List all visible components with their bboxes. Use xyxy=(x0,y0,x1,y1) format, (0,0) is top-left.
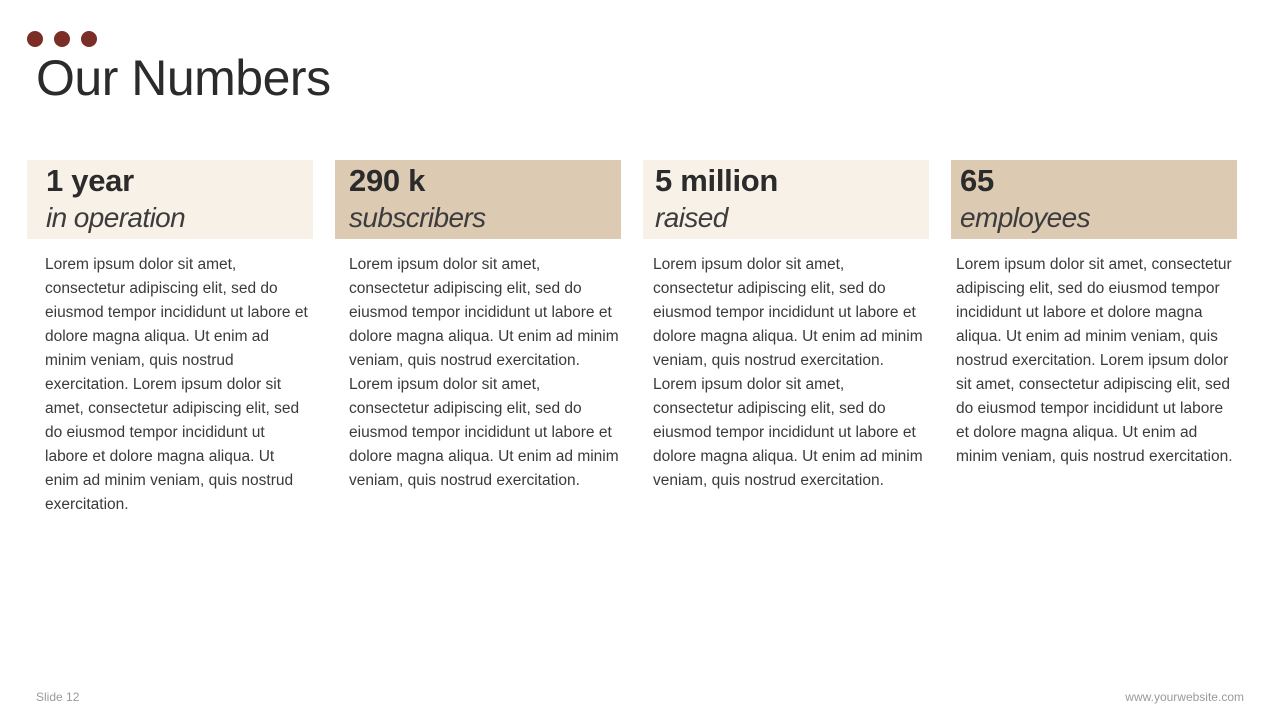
stat-label: in operation xyxy=(46,202,186,233)
website-link[interactable]: www.yourwebsite.com xyxy=(1125,690,1244,704)
stat-card-operation xyxy=(27,160,313,517)
stat-label: raised xyxy=(655,202,728,233)
stat-description: Lorem ipsum dolor sit amet, consectetur adipiscing elit, sed do eiusmod tempor incididunt ut labore et dolore magna aliqua. Ut enim ad minim veniam, quis nostrud exercitation. Lorem ipsum dolor sit amet, consectetur adipiscing elit, sed do eiusmod tempor incididunt ut labore et dolore magna aliqua. Ut enim ad minim veniam, quis nostrud exercitation. xyxy=(349,256,619,489)
stat-label: subscribers xyxy=(349,202,486,233)
stat-description: Lorem ipsum dolor sit amet, consectetur adipiscing elit, sed do eiusmod tempor incididunt ut labore et dolore magna aliqua. Ut enim ad minim veniam, quis nostrud exercitation. Lorem ipsum dolor sit amet, consectetur adipiscing elit, sed do eiusmod tempor incididunt ut labore et dolore magna aliqua. Ut enim ad minim veniam, quis nostrud exercitation. xyxy=(956,256,1233,465)
stat-description: Lorem ipsum dolor sit amet, consectetur adipiscing elit, sed do eiusmod tempor incididunt ut labore et dolore magna aliqua. Ut enim ad minim veniam, quis nostrud exercitation. Lorem ipsum dolor sit amet, consectetur adipiscing elit, sed do eiusmod tempor incididunt ut labore et dolore magna aliqua. Ut enim ad minim veniam, quis nostrud exercitation. xyxy=(653,256,923,489)
slide-number: Slide 12 xyxy=(36,690,80,704)
stat-card-raised xyxy=(643,160,929,493)
stat-card-employees xyxy=(951,160,1237,469)
stat-value: 5 million xyxy=(655,163,779,198)
stat-value: 290 k xyxy=(349,163,426,198)
stat-description: Lorem ipsum dolor sit amet, consectetur adipiscing elit, sed do eiusmod tempor incididunt ut labore et dolore magna aliqua. Ut enim ad minim veniam, quis nostrud exercitation. Lorem ipsum dolor sit amet, consectetur adipiscing elit, sed do eiusmod tempor incididunt ut labore et dolore magna aliqua. Ut enim ad minim veniam, quis nostrud exercitation. xyxy=(45,256,308,513)
dot-icon xyxy=(81,31,97,47)
dot-icon xyxy=(27,31,43,47)
stat-value: 1 year xyxy=(46,163,134,198)
stat-card-header xyxy=(335,160,621,239)
page-title: Our Numbers xyxy=(36,50,331,106)
stat-card-subscribers xyxy=(335,160,621,493)
dot-icon xyxy=(54,31,70,47)
stat-card-header xyxy=(951,160,1237,239)
decorative-dots xyxy=(27,31,97,47)
stat-card-header xyxy=(27,160,313,239)
stat-value: 65 xyxy=(960,163,994,198)
stat-card-header xyxy=(643,160,929,239)
stat-label: employees xyxy=(960,202,1091,233)
